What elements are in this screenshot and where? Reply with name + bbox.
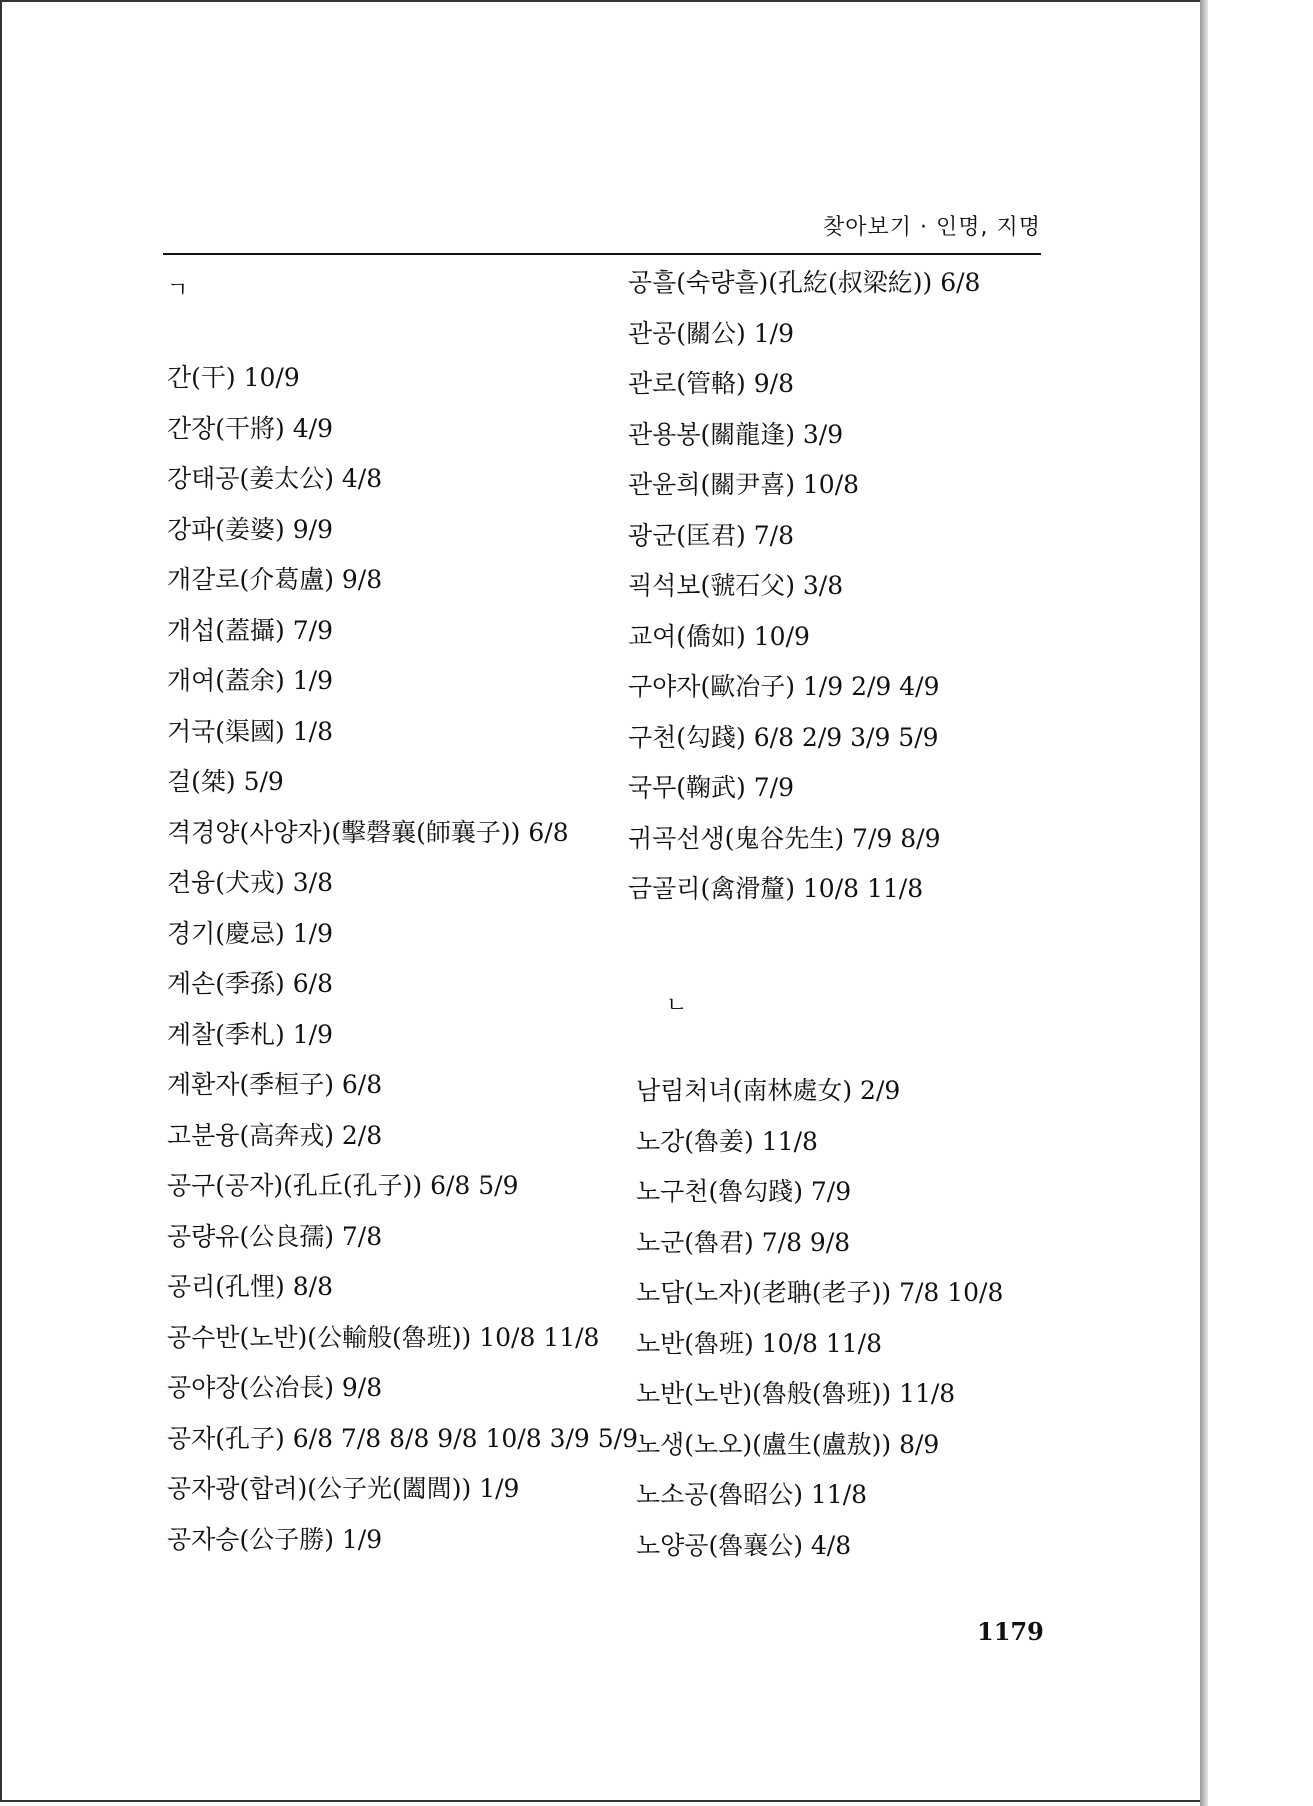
index-entry: 고분융(高奔戎) 2/8 xyxy=(167,1120,383,1150)
index-entry: 공수반(노반)(公輸般(魯班)) 10/8 11/8 xyxy=(167,1322,600,1352)
index-entry: 계찰(季札) 1/9 xyxy=(167,1019,333,1049)
index-entry: 관공(關公) 1/9 xyxy=(628,318,794,348)
index-entry: 국무(鞠武) 7/9 xyxy=(628,773,794,802)
index-entry: 공흘(숙량흘)(孔紇(叔梁紇)) 6/8 xyxy=(628,268,981,297)
index-entry: 걸(桀) 5/9 xyxy=(167,767,284,796)
index-entry: 광군(匡君) 7/8 xyxy=(628,520,794,550)
index-entry: 관윤희(關尹喜) 10/8 xyxy=(628,470,860,499)
index-entry: 노강(魯姜) 11/8 xyxy=(636,1126,818,1156)
index-entry: 구천(勾踐) 6/8 2/9 3/9 5/9 xyxy=(628,722,939,752)
index-entry: 개섭(蓋攝) 7/9 xyxy=(167,615,333,645)
index-entry: 노양공(魯襄公) 4/8 xyxy=(636,1530,852,1560)
index-entry: 공자(孔子) 6/8 7/8 8/8 9/8 10/8 3/9 5/9 xyxy=(167,1423,638,1453)
index-entry: 견융(犬戎) 3/8 xyxy=(167,868,333,897)
index-entry: 남림처녀(南林處女) 2/9 xyxy=(636,1076,901,1105)
index-entry: 구야자(歐冶子) 1/9 2/9 4/9 xyxy=(628,672,940,701)
index-entry: 강파(姜婆) 9/9 xyxy=(167,514,333,544)
index-entry: 경기(慶忌) 1/9 xyxy=(167,918,333,948)
index-entry: 금골리(禽滑釐) 10/8 11/8 xyxy=(628,874,924,903)
index-entry: 계손(季孫) 6/8 xyxy=(167,969,333,998)
index-entry: 개갈로(介葛盧) 9/8 xyxy=(167,565,383,594)
index-entry: 공리(孔悝) 8/8 xyxy=(167,1272,333,1301)
index-entry: 격경양(사양자)(擊磬襄(師襄子)) 6/8 xyxy=(167,817,569,847)
index-entry: 간(干) 10/9 xyxy=(167,363,300,392)
index-entry: 관로(管輅) 9/8 xyxy=(628,369,794,398)
index-entry: 노구천(魯勾踐) 7/9 xyxy=(636,1177,852,1206)
index-entry: 노담(노자)(老聃(老子)) 7/8 10/8 xyxy=(636,1278,1004,1307)
page-number: 1179 xyxy=(977,1617,1044,1646)
index-entry: 강태공(姜太公) 4/8 xyxy=(167,464,383,493)
index-entry: 괵석보(虢石父) 3/8 xyxy=(628,571,844,600)
index-entry: 노군(魯君) 7/8 9/8 xyxy=(636,1227,851,1257)
section-letter-nieun: ㄴ xyxy=(666,993,688,1018)
index-entry: 간장(干將) 4/9 xyxy=(167,413,333,443)
page-edge-shadow xyxy=(1200,0,1208,1806)
index-entry: 공자승(公子勝) 1/9 xyxy=(167,1524,383,1554)
index-entry: 노반(노반)(魯般(魯班)) 11/8 xyxy=(636,1379,956,1408)
background-strip xyxy=(1208,0,1313,1806)
index-entry: 공야장(公冶長) 9/8 xyxy=(167,1373,383,1402)
index-entry: 교여(僑如) 10/9 xyxy=(628,621,810,651)
section-letter-giyeok: ㄱ xyxy=(167,278,189,303)
index-entry: 공량유(公良孺) 7/8 xyxy=(167,1221,383,1251)
running-head: 찾아보기 · 인명, 지명 xyxy=(823,215,1041,240)
index-entry: 귀곡선생(鬼谷先生) 7/9 8/9 xyxy=(628,823,941,853)
header-rule xyxy=(163,253,1041,255)
index-entry: 노소공(魯昭公) 11/8 xyxy=(636,1480,868,1509)
index-entry: 거국(渠國) 1/8 xyxy=(167,716,333,746)
index-entry: 계환자(季桓子) 6/8 xyxy=(167,1070,383,1099)
index-entry: 공자광(합려)(公子光(闔閭)) 1/9 xyxy=(167,1474,520,1503)
index-entry: 공구(공자)(孔丘(孔子)) 6/8 5/9 xyxy=(167,1171,519,1200)
index-entry: 노반(魯班) 10/8 11/8 xyxy=(636,1328,882,1358)
index-entry: 관용봉(關龍逢) 3/9 xyxy=(628,419,844,449)
index-entry: 개여(蓋余) 1/9 xyxy=(167,666,333,695)
index-entry: 노생(노오)(盧生(盧敖)) 8/9 xyxy=(636,1429,940,1459)
